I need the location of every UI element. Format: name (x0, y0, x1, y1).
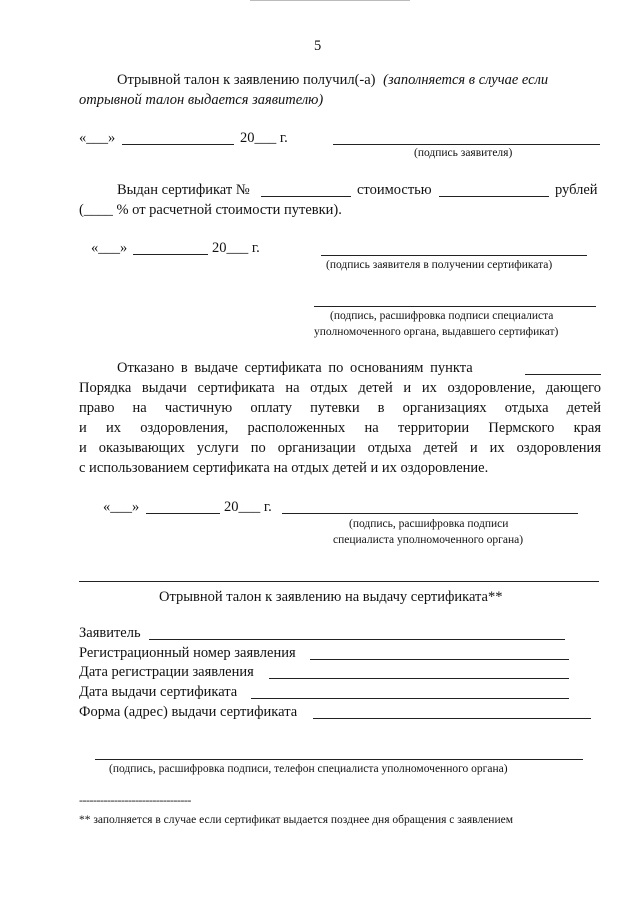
page-number: 5 (314, 38, 322, 54)
tear-off-1-line1 (117, 72, 548, 89)
refusal-date-open: «___» (103, 499, 140, 515)
field-issue-form-line (313, 718, 591, 719)
tear-off-2-title: Отрывной талон к заявлению на выдачу сертификата** (159, 589, 503, 605)
tear-off-1-date-open: «___» (79, 130, 116, 146)
field-registration-number-label: Регистрационный номер заявления (79, 645, 296, 661)
field-applicant-line (149, 639, 565, 640)
field-issue-form-label: Форма (адрес) выдачи сертификата (79, 704, 298, 720)
certificate-number-line (261, 196, 351, 197)
tear-off-1-date-year: 20___ г. (240, 130, 288, 146)
field-issue-date-line (251, 698, 569, 699)
tear-off-1-signature-caption: (подпись заявителя) (414, 147, 513, 159)
field-issue-date-label: Дата выдачи сертификата (79, 684, 238, 700)
tear-off-1-date-month-line (122, 144, 234, 145)
refusal-signature-line (282, 513, 578, 514)
certificate-date-year: 20___ г. (212, 240, 260, 256)
certificate-specialist-caption-1: (подпись, расшифровка подписи специалиста (330, 310, 554, 322)
refusal-line6: с использованием сертификата на отдых детей и их оздоровление. (79, 460, 489, 476)
certificate-date-open: «___» (91, 240, 128, 256)
certificate-receipt-line (321, 255, 587, 256)
refusal-line2: Порядка выдачи сертификата на отдых детей и их оздоровление, дающего (79, 380, 601, 396)
field-registration-number-line (310, 659, 569, 660)
refusal-date-month-line (146, 513, 220, 514)
certificate-percent-line: (____ % от расчетной стоимости путевки). (79, 202, 342, 218)
certificate-specialist-line (314, 306, 596, 307)
field-registration-date-label: Дата регистрации заявления (79, 664, 254, 680)
refusal-line1: Отказано в выдаче сертификата по основаниям пункта (117, 360, 473, 376)
refusal-line3: право на частичную оплату путевки в организациях отдыха детей (79, 400, 601, 416)
section-separator-line (79, 581, 599, 582)
refusal-caption-1: (подпись, расшифровка подписи (349, 518, 509, 530)
field-registration-date-line (269, 678, 569, 679)
certificate-specialist-caption-2: уполномоченного органа, выдавшего сертификат) (314, 326, 559, 338)
field-applicant-label: Заявитель (79, 625, 141, 641)
refusal-point-line (525, 374, 601, 375)
tear-off-2-signature-line (95, 759, 583, 760)
certificate-date-month-line (133, 254, 208, 255)
certificate-receipt-caption: (подпись заявителя в получении сертификата) (326, 259, 553, 271)
certificate-cost-label: стоимостью (357, 182, 432, 198)
footnote-separator: -------------------------------- (79, 793, 191, 807)
refusal-date-year: 20___ г. (224, 499, 272, 515)
tear-off-1-line2: отрывной талон выдается заявителю) (79, 92, 324, 108)
tear-off-1-normal-text: Отрывной талон к заявлению получил(-а) (117, 72, 376, 88)
tear-off-1-italic-text: (заполняется в случае если (383, 72, 549, 88)
tear-off-1-signature-line (333, 144, 600, 145)
certificate-issued-label: Выдан сертификат № (117, 182, 250, 198)
top-edge-line (250, 0, 410, 1)
tear-off-2-signature-caption: (подпись, расшифровка подписи, телефон специалиста уполномоченного органа) (109, 763, 508, 775)
footnote-text: ** заполняется в случае если сертификат выдается позднее дня обращения с заявлением (79, 814, 513, 826)
certificate-rubles-label: рублей (555, 182, 598, 198)
certificate-cost-line (439, 196, 549, 197)
refusal-caption-2: специалиста уполномоченного органа) (333, 534, 524, 546)
refusal-line4: и их оздоровления, расположенных на территории Пермского края (79, 420, 601, 436)
refusal-line5: и оказывающих услуги по организации отдыха детей и их оздоровления (79, 440, 601, 456)
